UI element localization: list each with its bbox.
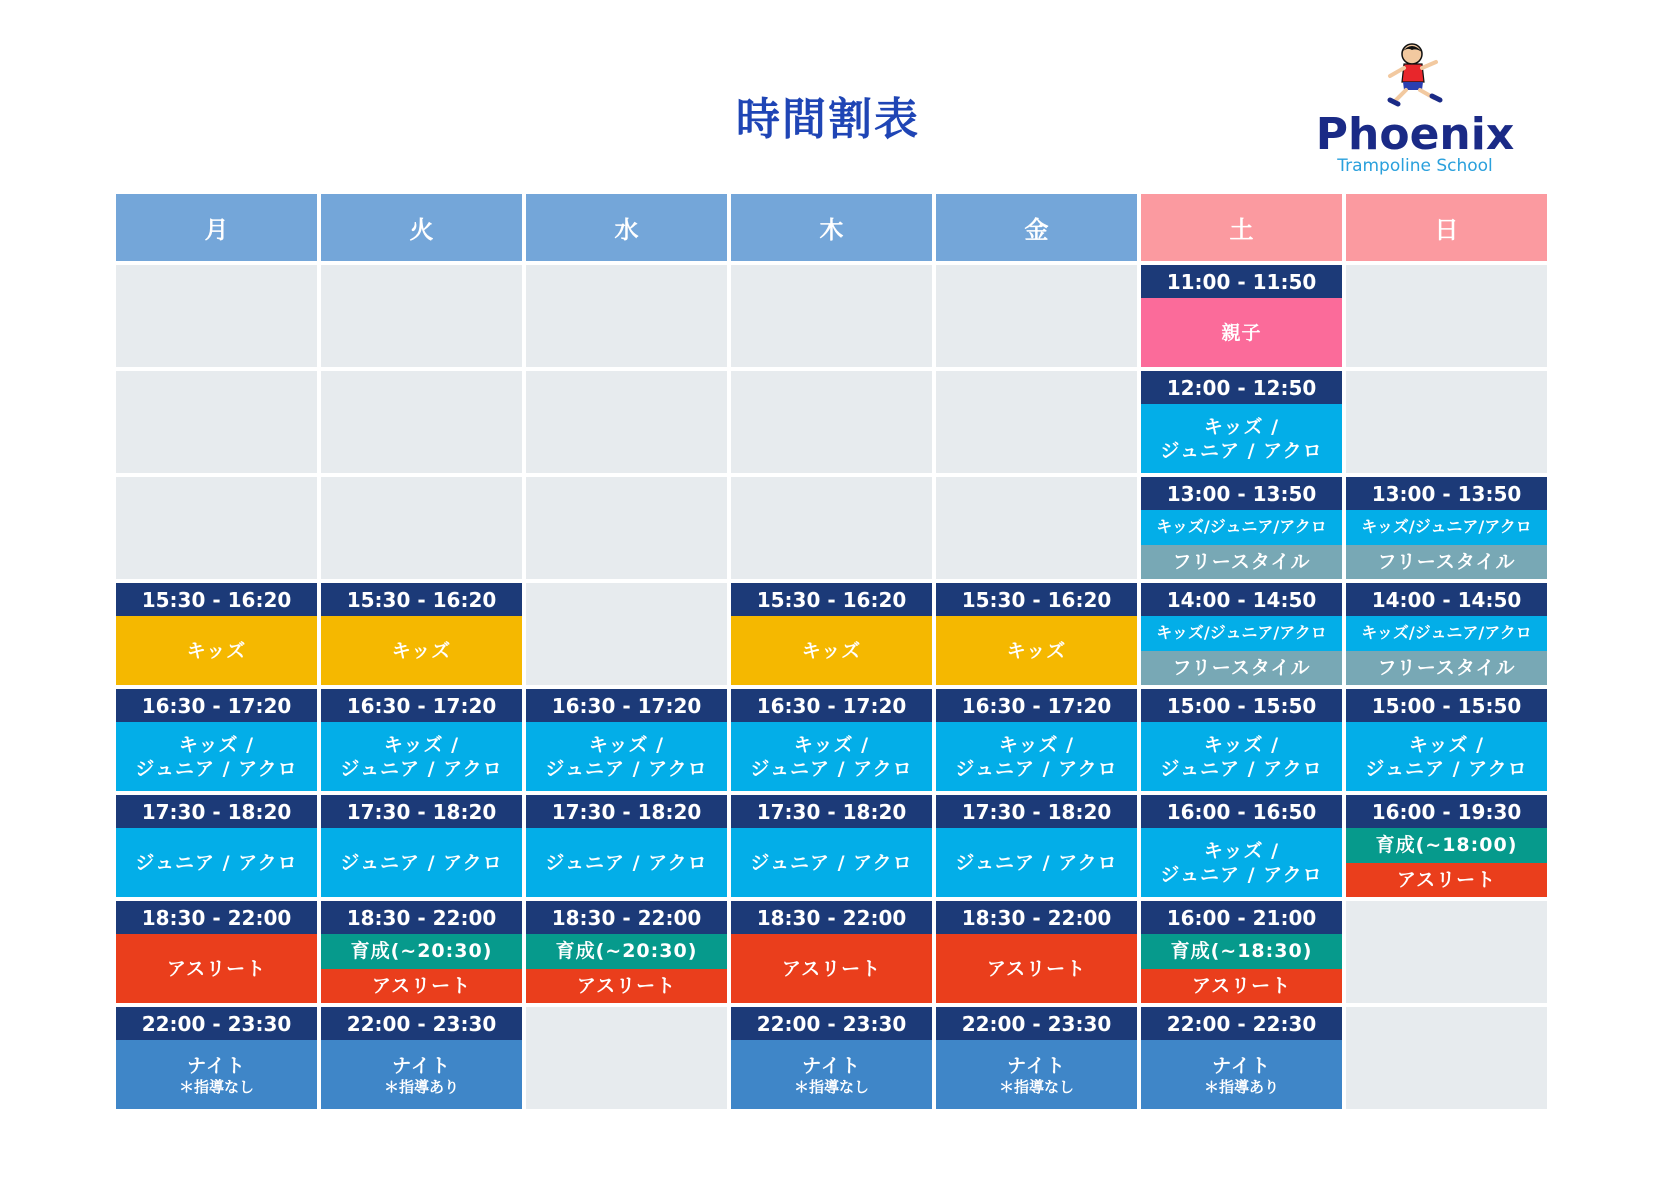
class-slot (1141, 689, 1342, 791)
class-time: 18:30 - 22:00 (116, 901, 317, 934)
class-time: 16:30 - 17:20 (936, 689, 1137, 722)
logo-subtitle: Trampoline School (1337, 156, 1493, 176)
class-slot (1346, 583, 1547, 685)
empty-slot (731, 371, 932, 473)
empty-slot (526, 477, 727, 579)
day-header: 金 (936, 194, 1137, 261)
class-label (936, 722, 1137, 791)
class-slot (1141, 1007, 1342, 1109)
class-label (1346, 863, 1547, 898)
class-slot (526, 795, 727, 897)
empty-slot (526, 1007, 727, 1109)
logo-brand: Phoenix (1315, 109, 1515, 160)
class-label-line: ジュニア / アクロ (545, 757, 708, 780)
class-time: 16:00 - 16:50 (1141, 795, 1342, 828)
class-time: 22:00 - 23:30 (116, 1007, 317, 1040)
class-label (1141, 969, 1342, 1004)
class-time: 17:30 - 18:20 (731, 795, 932, 828)
class-label-line: ジュニア / アクロ (545, 851, 708, 874)
class-label-line: キッズ / (1203, 839, 1280, 862)
class-label (1346, 545, 1547, 580)
class-slot (321, 689, 522, 791)
empty-slot (936, 265, 1137, 367)
class-label (1346, 722, 1547, 791)
empty-slot (116, 371, 317, 473)
class-label-line: ジュニア / アクロ (340, 757, 503, 780)
class-label (526, 934, 727, 969)
class-time: 17:30 - 18:20 (936, 795, 1137, 828)
class-label-line: ナイト (1007, 1054, 1066, 1077)
empty-slot (526, 265, 727, 367)
class-time: 13:00 - 13:50 (1346, 477, 1547, 510)
class-label-line: キッズ / (1408, 733, 1485, 756)
class-slot (116, 901, 317, 1003)
class-label-line: 育成(~18:00) (1375, 834, 1518, 857)
class-label (936, 616, 1137, 685)
class-label (116, 1040, 317, 1109)
class-slot (936, 583, 1137, 685)
empty-slot (1346, 371, 1547, 473)
class-time: 15:00 - 15:50 (1346, 689, 1547, 722)
class-label-line: ジュニア / アクロ (750, 757, 913, 780)
class-label-line: ジュニア / アクロ (135, 851, 298, 874)
class-note: ＊指導なし (998, 1077, 1074, 1096)
class-time: 16:30 - 17:20 (731, 689, 932, 722)
timetable-grid (116, 194, 1547, 1109)
class-label (1141, 545, 1342, 580)
class-slot (1141, 371, 1342, 473)
class-slot (526, 689, 727, 791)
empty-slot (1346, 265, 1547, 367)
class-slot (116, 583, 317, 685)
runner-mascot-icon (1382, 42, 1444, 108)
class-label-line: フリースタイル (1172, 550, 1311, 573)
class-label (116, 828, 317, 897)
class-label (731, 616, 932, 685)
class-label (731, 828, 932, 897)
class-label-line: 育成(~18:30) (1170, 940, 1313, 963)
class-label-line: キッズ/ジュニア/アクロ (1156, 517, 1327, 537)
class-label-line: キッズ / (383, 733, 460, 756)
class-time: 15:30 - 16:20 (731, 583, 932, 616)
class-label (526, 828, 727, 897)
class-label (1346, 616, 1547, 651)
class-label-line: キッズ/ジュニア/アクロ (1156, 623, 1327, 643)
class-label-line: ジュニア / アクロ (340, 851, 503, 874)
class-label (321, 828, 522, 897)
class-label-line: ナイト (187, 1054, 246, 1077)
class-time: 18:30 - 22:00 (731, 901, 932, 934)
page-title: 時間割表 (736, 94, 920, 145)
class-label (1141, 298, 1342, 367)
class-note: ＊指導なし (793, 1077, 869, 1096)
class-time: 15:30 - 16:20 (321, 583, 522, 616)
class-time: 12:00 - 12:50 (1141, 371, 1342, 404)
class-label (321, 722, 522, 791)
class-label-line: ナイト (1212, 1054, 1271, 1077)
class-label-line: ジュニア / アクロ (1160, 863, 1323, 886)
class-label-line: アスリート (986, 957, 1087, 980)
day-header: 水 (526, 194, 727, 261)
phoenix-logo (1300, 42, 1530, 187)
class-time: 15:30 - 16:20 (936, 583, 1137, 616)
class-label-line: ジュニア / アクロ (135, 757, 298, 780)
class-time: 14:00 - 14:50 (1346, 583, 1547, 616)
class-slot (731, 583, 932, 685)
class-label-line: ジュニア / アクロ (1365, 757, 1528, 780)
class-time: 16:00 - 21:00 (1141, 901, 1342, 934)
class-note: ＊指導なし (178, 1077, 254, 1096)
class-time: 22:00 - 23:30 (321, 1007, 522, 1040)
class-label-line: アスリート (1396, 868, 1497, 891)
class-label-line: ナイト (802, 1054, 861, 1077)
class-label (526, 969, 727, 1004)
class-time: 18:30 - 22:00 (321, 901, 522, 934)
class-label (1141, 828, 1342, 897)
empty-slot (936, 477, 1137, 579)
class-slot (526, 901, 727, 1003)
class-label (116, 722, 317, 791)
class-label-line: キッズ (1006, 639, 1067, 662)
class-time: 11:00 - 11:50 (1141, 265, 1342, 298)
class-label (116, 934, 317, 1003)
class-time: 18:30 - 22:00 (526, 901, 727, 934)
class-note: ＊指導あり (1203, 1077, 1279, 1096)
class-label-line: 育成(~20:30) (555, 940, 698, 963)
class-label (1141, 1040, 1342, 1109)
class-slot (321, 583, 522, 685)
class-label-line: ジュニア / アクロ (955, 757, 1118, 780)
class-label-line: ジュニア / アクロ (1160, 757, 1323, 780)
class-label (731, 1040, 932, 1109)
class-slot (1141, 583, 1342, 685)
class-slot (321, 901, 522, 1003)
class-slot (936, 901, 1137, 1003)
class-label (1141, 722, 1342, 791)
class-slot (116, 795, 317, 897)
class-slot (936, 795, 1137, 897)
class-label-line: キッズ (186, 639, 247, 662)
class-time: 15:30 - 16:20 (116, 583, 317, 616)
class-slot (1141, 265, 1342, 367)
class-time: 13:00 - 13:50 (1141, 477, 1342, 510)
empty-slot (321, 265, 522, 367)
class-slot (1346, 689, 1547, 791)
class-slot (1346, 477, 1547, 579)
class-label (1141, 510, 1342, 545)
class-label (321, 934, 522, 969)
class-label (1141, 404, 1342, 473)
class-label (1346, 651, 1547, 686)
class-slot (1141, 477, 1342, 579)
day-header: 日 (1346, 194, 1547, 261)
class-slot (1346, 795, 1547, 897)
class-label-line: キッズ (391, 639, 452, 662)
class-label (936, 1040, 1137, 1109)
empty-slot (1346, 901, 1547, 1003)
class-label (731, 934, 932, 1003)
class-label-line: アスリート (1191, 974, 1292, 997)
class-slot (1141, 901, 1342, 1003)
class-label-line: アスリート (576, 974, 677, 997)
day-header: 木 (731, 194, 932, 261)
class-label-line: キッズ/ジュニア/アクロ (1361, 517, 1532, 537)
class-slot (731, 689, 932, 791)
class-label (731, 722, 932, 791)
class-label-line: ジュニア / アクロ (955, 851, 1118, 874)
day-header: 月 (116, 194, 317, 261)
class-label (936, 828, 1137, 897)
day-header: 火 (321, 194, 522, 261)
class-label-line: アスリート (166, 957, 267, 980)
empty-slot (321, 371, 522, 473)
class-time: 22:00 - 23:30 (936, 1007, 1137, 1040)
empty-slot (321, 477, 522, 579)
empty-slot (936, 371, 1137, 473)
class-time: 22:00 - 23:30 (731, 1007, 932, 1040)
class-label-line: アスリート (781, 957, 882, 980)
class-label-line: 親子 (1221, 321, 1262, 344)
class-label (321, 1040, 522, 1109)
class-label-line: フリースタイル (1377, 550, 1516, 573)
day-header: 土 (1141, 194, 1342, 261)
class-label (321, 616, 522, 685)
empty-slot (116, 477, 317, 579)
class-label (1141, 934, 1342, 969)
class-slot (731, 1007, 932, 1109)
class-label-line: ナイト (392, 1054, 451, 1077)
class-label-line: アスリート (371, 974, 472, 997)
class-label (1141, 651, 1342, 686)
class-label-line: ジュニア / アクロ (750, 851, 913, 874)
class-time: 18:30 - 22:00 (936, 901, 1137, 934)
class-time: 16:30 - 17:20 (321, 689, 522, 722)
class-slot (321, 1007, 522, 1109)
class-slot (936, 689, 1137, 791)
class-time: 15:00 - 15:50 (1141, 689, 1342, 722)
class-label-line: 育成(~20:30) (350, 940, 493, 963)
class-label-line: キッズ/ジュニア/アクロ (1361, 623, 1532, 643)
class-time: 16:00 - 19:30 (1346, 795, 1547, 828)
class-time: 22:00 - 22:30 (1141, 1007, 1342, 1040)
class-slot (731, 795, 932, 897)
class-label-line: キッズ / (588, 733, 665, 756)
class-label-line: フリースタイル (1377, 656, 1516, 679)
class-slot (731, 901, 932, 1003)
class-slot (116, 689, 317, 791)
class-label-line: キッズ / (1203, 415, 1280, 438)
class-label (936, 934, 1137, 1003)
class-label (1346, 510, 1547, 545)
class-label-line: フリースタイル (1172, 656, 1311, 679)
class-label-line: キッズ / (998, 733, 1075, 756)
class-label (1346, 828, 1547, 863)
empty-slot (116, 265, 317, 367)
class-label (526, 722, 727, 791)
class-label (321, 969, 522, 1004)
class-time: 17:30 - 18:20 (526, 795, 727, 828)
empty-slot (1346, 1007, 1547, 1109)
class-time: 16:30 - 17:20 (526, 689, 727, 722)
class-label-line: キッズ (801, 639, 862, 662)
class-label (116, 616, 317, 685)
class-slot (321, 795, 522, 897)
class-time: 16:30 - 17:20 (116, 689, 317, 722)
class-label-line: キッズ / (793, 733, 870, 756)
class-slot (1141, 795, 1342, 897)
empty-slot (731, 265, 932, 367)
class-label-line: ジュニア / アクロ (1160, 439, 1323, 462)
class-label (1141, 616, 1342, 651)
class-time: 17:30 - 18:20 (321, 795, 522, 828)
class-slot (936, 1007, 1137, 1109)
empty-slot (526, 371, 727, 473)
class-note: ＊指導あり (383, 1077, 459, 1096)
class-label-line: キッズ / (178, 733, 255, 756)
empty-slot (526, 583, 727, 685)
class-slot (116, 1007, 317, 1109)
empty-slot (731, 477, 932, 579)
class-label-line: キッズ / (1203, 733, 1280, 756)
class-time: 14:00 - 14:50 (1141, 583, 1342, 616)
class-time: 17:30 - 18:20 (116, 795, 317, 828)
